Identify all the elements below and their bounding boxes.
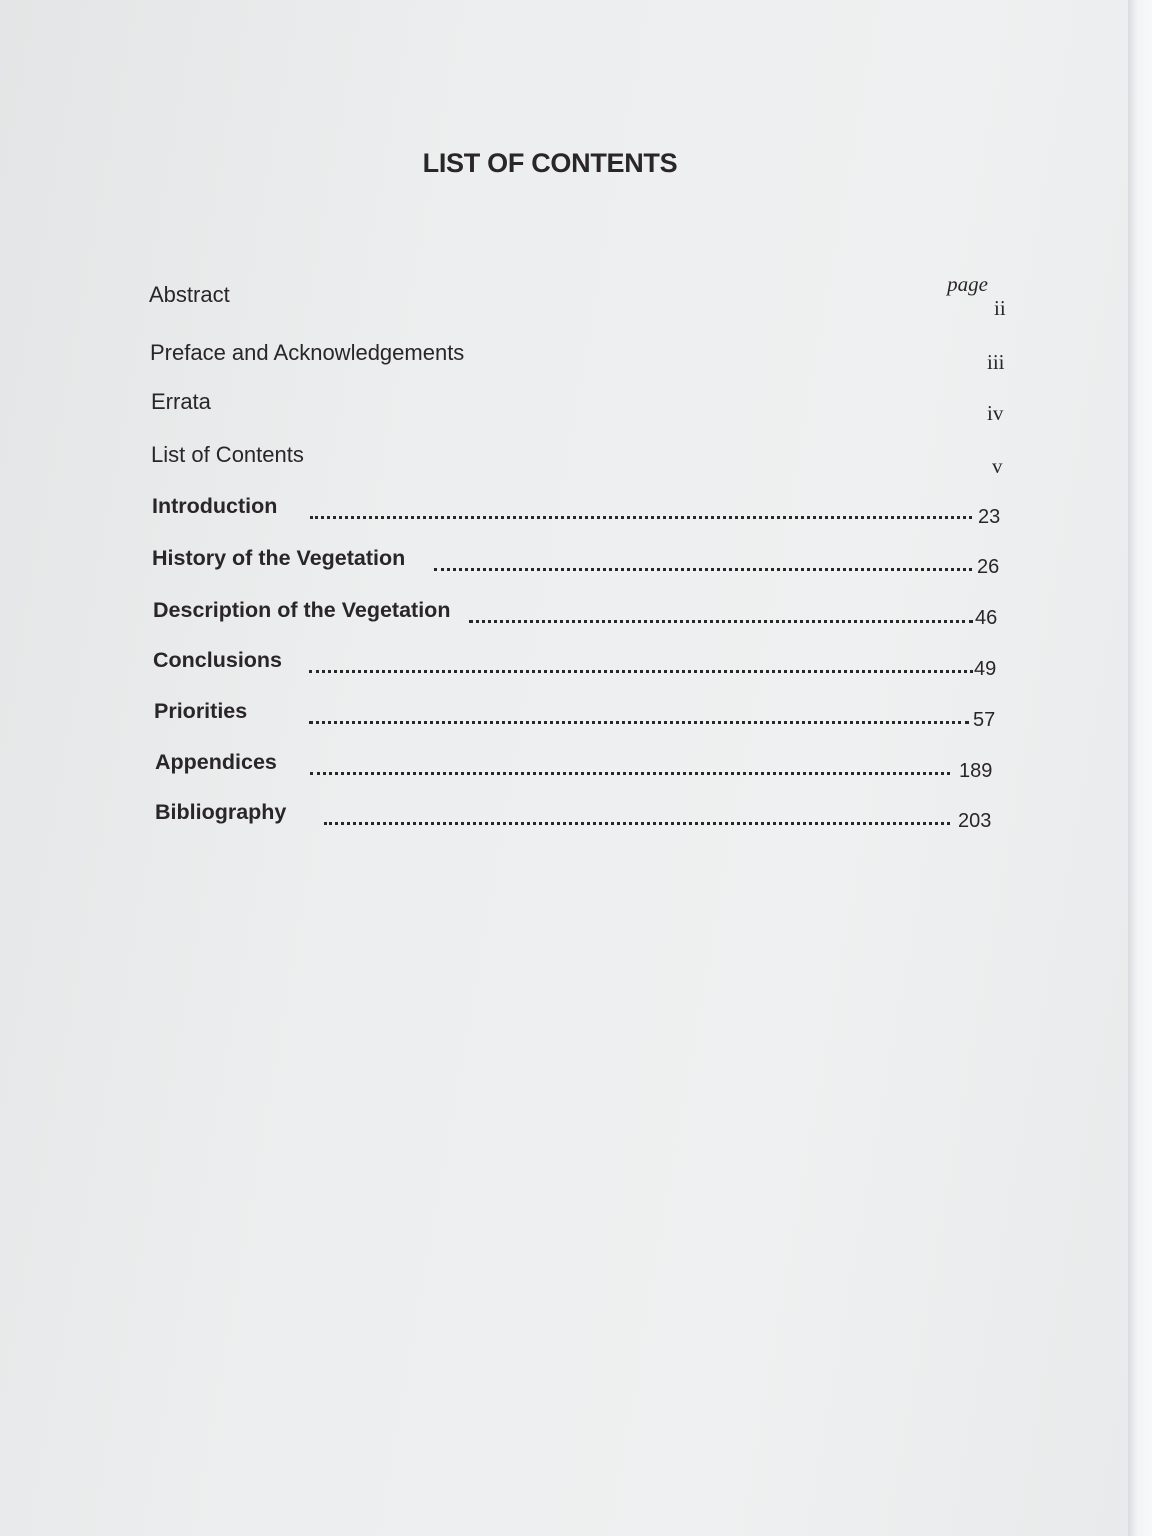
- toc-entry-introduction: [152, 494, 1012, 526]
- toc-entry-page: 46: [975, 607, 998, 629]
- toc-entry-page: 23: [978, 506, 1001, 528]
- toc-entry-page: ii: [994, 296, 1006, 320]
- toc-entry-label: Priorities: [154, 699, 248, 723]
- dot-leader: [309, 719, 969, 724]
- toc-entry-label: Introduction: [152, 494, 278, 518]
- toc-entry-bibliography: [155, 800, 1015, 832]
- toc-entry-label: List of Contents: [151, 442, 304, 467]
- toc-entry-preface: [150, 340, 1010, 372]
- toc-entry-page: 189: [959, 760, 993, 782]
- toc-entry-label: History of the Vegetation: [152, 546, 406, 570]
- toc-entry-priorities: [154, 699, 1014, 731]
- page-edge: [1128, 0, 1152, 1536]
- toc-entry-list-of-contents: [151, 442, 1011, 478]
- toc-entry-label: Abstract: [149, 282, 230, 307]
- toc-entry-page: 57: [973, 709, 996, 731]
- dot-leader: [310, 514, 972, 519]
- toc-entry-page: iii: [987, 350, 1005, 374]
- toc-entry-conclusions: [153, 648, 1013, 680]
- toc-entry-label: Preface and Acknowledgements: [150, 340, 465, 365]
- page-column-label: page: [947, 272, 988, 296]
- toc-entry-page: 26: [977, 556, 1000, 578]
- toc-entry-page: 203: [958, 810, 992, 832]
- toc-entry-page: 49: [974, 658, 997, 680]
- dot-leader: [434, 566, 972, 571]
- dot-leader: [469, 618, 973, 623]
- toc-entry-page: v: [992, 454, 1003, 478]
- toc-entry-label: Appendices: [155, 750, 277, 774]
- toc-entry-description: [153, 598, 1013, 630]
- toc-entry-history: [152, 546, 1012, 578]
- toc-entry-label: Conclusions: [153, 648, 283, 672]
- page-title: [0, 148, 1100, 179]
- toc-entry-appendices: [155, 750, 1015, 782]
- toc-entry-abstract: [149, 282, 1009, 320]
- toc-entry-page: iv: [987, 401, 1004, 425]
- page-title-text: LIST OF CONTENTS: [422, 148, 678, 178]
- dot-leader: [324, 820, 950, 825]
- toc-entry-label: Errata: [151, 389, 211, 414]
- toc-entry-errata: [151, 389, 1011, 425]
- toc-entry-label: Description of the Vegetation: [153, 598, 451, 622]
- dot-leader: [310, 770, 950, 775]
- dot-leader: [309, 668, 973, 673]
- toc-entry-label: Bibliography: [155, 800, 287, 824]
